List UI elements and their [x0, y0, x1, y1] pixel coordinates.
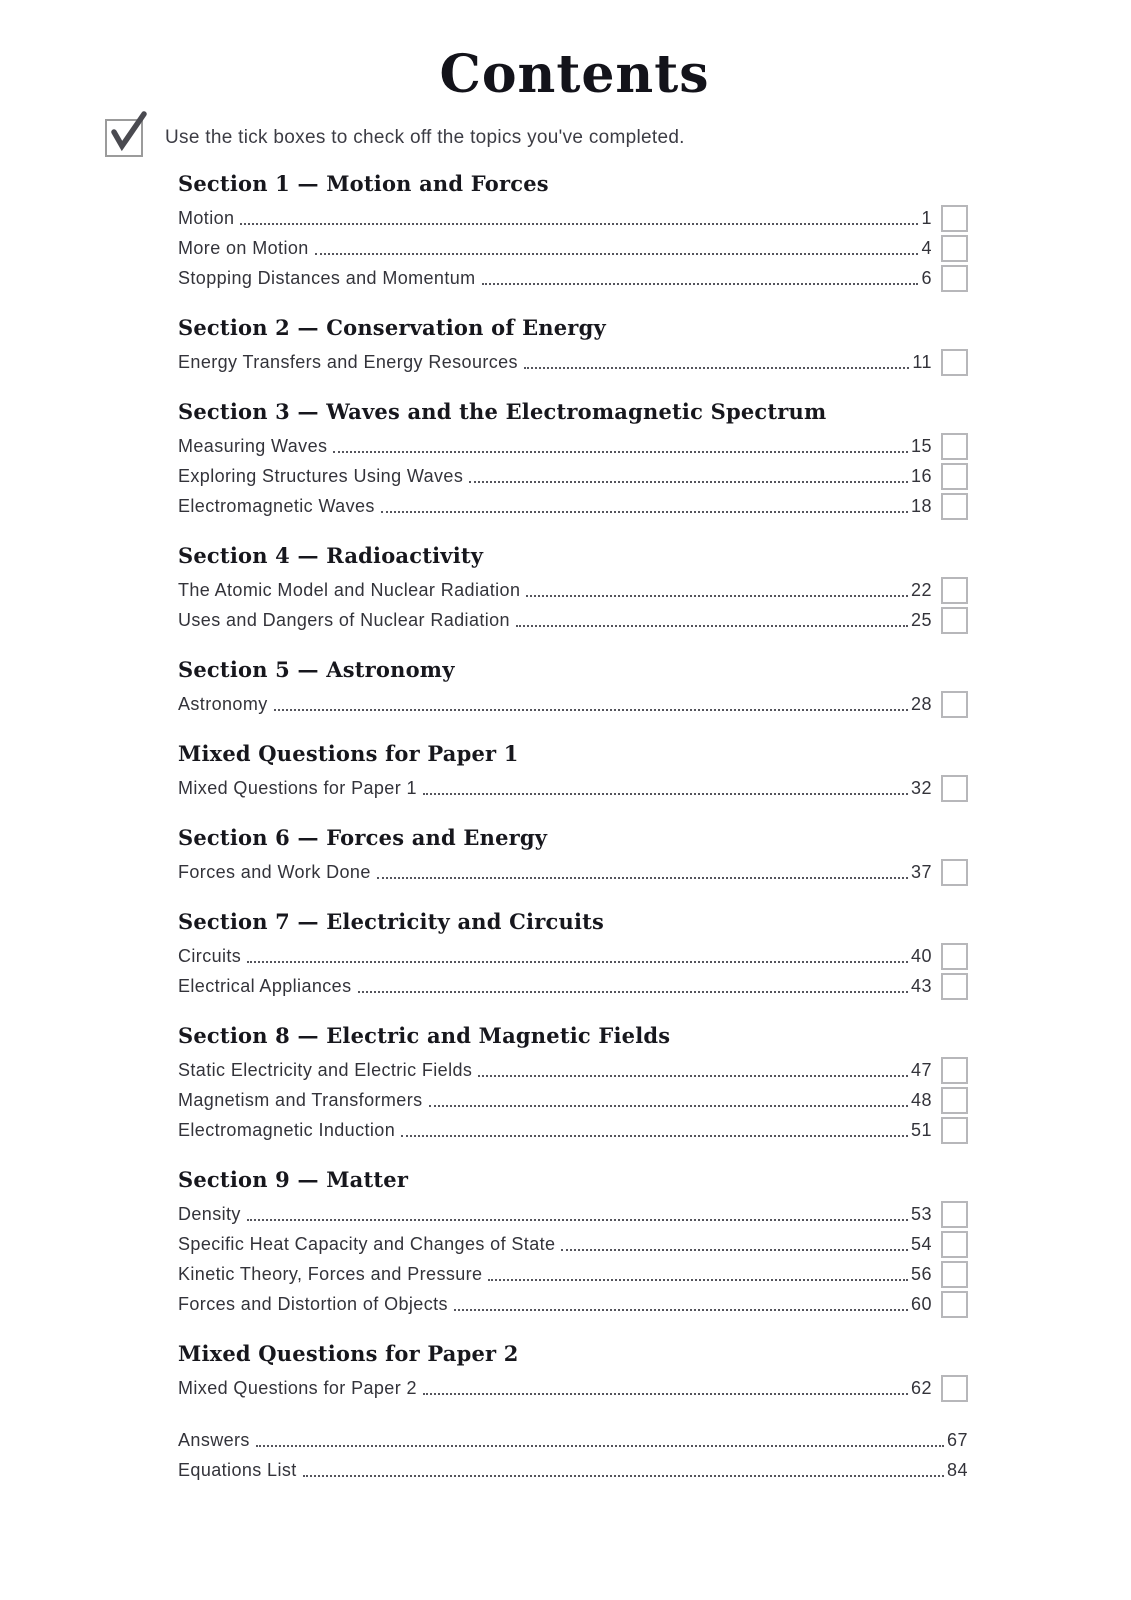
dotted-leader — [333, 451, 908, 453]
entry-checkbox[interactable] — [941, 493, 968, 520]
toc-section — [178, 543, 968, 635]
toc-entry-row — [178, 575, 968, 605]
instruction-text: Use the tick boxes to check off the topics you've completed. — [165, 127, 685, 149]
dotted-leader — [377, 877, 908, 879]
dotted-leader — [381, 511, 908, 513]
section-rows — [178, 1425, 968, 1485]
entry-checkbox[interactable] — [941, 235, 968, 262]
entry-label: Circuits — [178, 945, 242, 966]
entry-page-number: 11 — [912, 351, 932, 372]
entry-checkbox[interactable] — [941, 1117, 968, 1144]
toc-entry-row — [178, 1229, 968, 1259]
toc-entry-row — [178, 1055, 968, 1085]
toc-section — [178, 741, 968, 803]
dotted-leader — [303, 1475, 944, 1477]
entry-page-number: 67 — [946, 1429, 968, 1450]
section-heading: Section 3 — Waves and the Electromagnetic Spectrum — [178, 399, 827, 425]
entry-label: Mixed Questions for Paper 1 — [178, 777, 417, 798]
toc-entry-row — [178, 1199, 968, 1229]
dotted-leader — [247, 961, 908, 963]
dotted-leader — [423, 793, 908, 795]
toc-entry-row — [178, 689, 968, 719]
toc-entry-row — [178, 1085, 968, 1115]
entry-label: Answers — [178, 1429, 250, 1450]
entry-page-number: 43 — [910, 975, 932, 996]
entry-label: The Atomic Model and Nuclear Radiation — [178, 579, 521, 600]
entry-label: Electromagnetic Waves — [178, 495, 375, 516]
section-rows — [178, 203, 968, 293]
dotted-leader — [247, 1219, 908, 1221]
toc-entry-row — [178, 1455, 968, 1485]
section-heading: Section 9 — Matter — [178, 1167, 409, 1193]
dotted-leader — [524, 367, 909, 369]
toc-section — [178, 1023, 968, 1145]
dotted-leader — [256, 1445, 944, 1447]
entry-checkbox[interactable] — [941, 1375, 968, 1402]
entry-checkbox[interactable] — [941, 1057, 968, 1084]
entry-page-number: 15 — [910, 435, 932, 456]
entry-checkbox[interactable] — [941, 607, 968, 634]
toc-section — [178, 1425, 968, 1485]
section-rows — [178, 431, 968, 521]
entry-page-number: 16 — [910, 465, 932, 486]
entry-label: Exploring Structures Using Waves — [178, 465, 464, 486]
entry-checkbox[interactable] — [941, 1087, 968, 1114]
entry-page-number: 62 — [910, 1377, 932, 1398]
entry-label: More on Motion — [178, 237, 309, 258]
section-rows — [178, 1199, 968, 1319]
entry-checkbox[interactable] — [941, 205, 968, 232]
entry-checkbox[interactable] — [941, 463, 968, 490]
entry-checkbox[interactable] — [941, 265, 968, 292]
entry-checkbox[interactable] — [941, 577, 968, 604]
entry-checkbox[interactable] — [941, 973, 968, 1000]
toc-entry-row — [178, 1425, 968, 1455]
entry-page-number: 18 — [910, 495, 932, 516]
entry-checkbox[interactable] — [941, 1231, 968, 1258]
toc-entry-row — [178, 1373, 968, 1403]
toc-entry-row — [178, 233, 968, 263]
dotted-leader — [401, 1135, 908, 1137]
entry-label: Specific Heat Capacity and Changes of State — [178, 1233, 556, 1254]
entry-page-number: 28 — [910, 693, 932, 714]
section-rows — [178, 347, 968, 377]
entry-label: Electromagnetic Induction — [178, 1119, 396, 1140]
entry-checkbox[interactable] — [941, 775, 968, 802]
dotted-leader — [516, 625, 908, 627]
section-heading: Section 7 — Electricity and Circuits — [178, 909, 605, 935]
page-title: Contents — [439, 44, 710, 105]
entry-label: Kinetic Theory, Forces and Pressure — [178, 1263, 483, 1284]
entry-label: Static Electricity and Electric Fields — [178, 1059, 473, 1080]
entry-label: Measuring Waves — [178, 435, 328, 456]
toc-entry-row — [178, 971, 968, 1001]
section-heading: Mixed Questions for Paper 1 — [178, 741, 519, 767]
entry-page-number: 25 — [910, 609, 932, 630]
toc-entry-row — [178, 347, 968, 377]
entry-checkbox[interactable] — [941, 1261, 968, 1288]
dotted-leader — [478, 1075, 908, 1077]
toc-entry-row — [178, 773, 968, 803]
toc-section — [178, 171, 968, 293]
entry-label: Stopping Distances and Momentum — [178, 267, 476, 288]
toc-section — [178, 399, 968, 521]
dotted-leader — [429, 1105, 908, 1107]
entry-page-number: 22 — [910, 579, 932, 600]
toc-section — [178, 657, 968, 719]
toc-entry-row — [178, 263, 968, 293]
entry-checkbox[interactable] — [941, 943, 968, 970]
dotted-leader — [358, 991, 908, 993]
toc-entry-row — [178, 605, 968, 635]
toc-entry-row — [178, 1289, 968, 1319]
toc-section — [178, 315, 968, 377]
toc-section — [178, 909, 968, 1001]
section-rows — [178, 1055, 968, 1145]
entry-label: Forces and Distortion of Objects — [178, 1293, 448, 1314]
toc-entry-row — [178, 431, 968, 461]
entry-page-number: 51 — [910, 1119, 932, 1140]
toc-entry-row — [178, 941, 968, 971]
entry-label: Astronomy — [178, 693, 268, 714]
section-rows — [178, 773, 968, 803]
toc-entry-row — [178, 857, 968, 887]
entry-page-number: 6 — [921, 267, 932, 288]
entry-label: Density — [178, 1203, 241, 1224]
dotted-leader — [526, 595, 908, 597]
entry-page-number: 4 — [921, 237, 932, 258]
entry-checkbox[interactable] — [941, 349, 968, 376]
toc-entry-row — [178, 1115, 968, 1145]
section-rows — [178, 857, 968, 887]
dotted-leader — [482, 283, 919, 285]
toc-section — [178, 1167, 968, 1319]
section-rows — [178, 575, 968, 635]
entry-label: Uses and Dangers of Nuclear Radiation — [178, 609, 510, 630]
section-rows — [178, 1373, 968, 1403]
entry-page-number: 32 — [910, 777, 932, 798]
entry-label: Energy Transfers and Energy Resources — [178, 351, 518, 372]
entry-page-number: 60 — [910, 1293, 932, 1314]
entry-page-number: 53 — [910, 1203, 932, 1224]
entry-label: Magnetism and Transformers — [178, 1089, 423, 1110]
toc-list — [178, 171, 968, 1485]
section-rows — [178, 689, 968, 719]
entry-checkbox[interactable] — [941, 1201, 968, 1228]
toc-entry-row — [178, 491, 968, 521]
toc-section — [178, 825, 968, 887]
entry-page-number: 47 — [910, 1059, 932, 1080]
entry-label: Mixed Questions for Paper 2 — [178, 1377, 417, 1398]
entry-page-number: 37 — [910, 861, 932, 882]
entry-page-number: 48 — [910, 1089, 932, 1110]
section-heading: Section 5 — Astronomy — [178, 657, 455, 683]
section-heading: Section 8 — Electric and Magnetic Fields — [178, 1023, 671, 1049]
toc-section — [178, 1341, 968, 1403]
dotted-leader — [274, 709, 908, 711]
instruction-row — [105, 119, 1131, 157]
toc-entry-row — [178, 203, 968, 233]
section-rows — [178, 941, 968, 1001]
dotted-leader — [423, 1393, 908, 1395]
dotted-leader — [240, 223, 918, 225]
dotted-leader — [488, 1279, 908, 1281]
section-heading: Section 1 — Motion and Forces — [178, 171, 549, 197]
toc-entry-row — [178, 461, 968, 491]
dotted-leader — [561, 1249, 908, 1251]
dotted-leader — [315, 253, 919, 255]
entry-checkbox[interactable] — [941, 859, 968, 886]
checked-tickbox-icon — [105, 119, 143, 157]
toc-entry-row — [178, 1259, 968, 1289]
entry-page-number: 84 — [946, 1459, 968, 1480]
entry-page-number: 40 — [910, 945, 932, 966]
entry-label: Electrical Appliances — [178, 975, 352, 996]
section-heading: Section 4 — Radioactivity — [178, 543, 484, 569]
entry-page-number: 56 — [910, 1263, 932, 1284]
entry-checkbox[interactable] — [941, 691, 968, 718]
dotted-leader — [469, 481, 908, 483]
entry-checkbox[interactable] — [941, 1291, 968, 1318]
section-heading: Section 2 — Conservation of Energy — [178, 315, 606, 341]
entry-checkbox[interactable] — [941, 433, 968, 460]
entry-page-number: 54 — [910, 1233, 932, 1254]
section-heading: Section 6 — Forces and Energy — [178, 825, 548, 851]
dotted-leader — [454, 1309, 908, 1311]
checkmark-icon — [107, 108, 151, 154]
entry-label: Motion — [178, 207, 235, 228]
entry-page-number: 1 — [921, 207, 932, 228]
entry-label: Equations List — [178, 1459, 297, 1480]
entry-label: Forces and Work Done — [178, 861, 371, 882]
section-heading: Mixed Questions for Paper 2 — [178, 1341, 519, 1367]
